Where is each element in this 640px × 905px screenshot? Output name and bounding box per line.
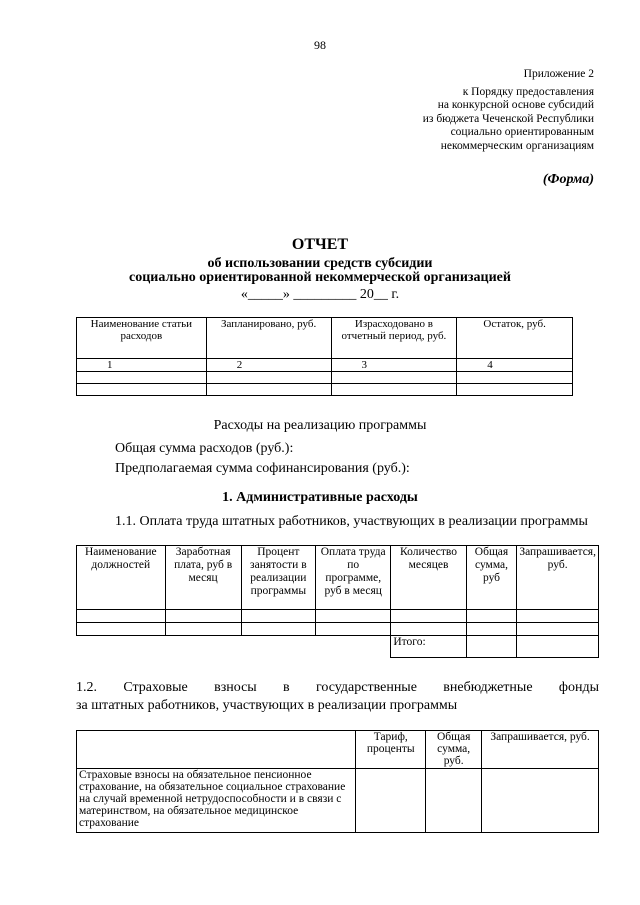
header-cell: Наименование должностей <box>77 546 166 610</box>
table-cell[interactable] <box>165 610 241 623</box>
section-1-title: 1. Административные расходы <box>222 490 418 505</box>
empty-cell <box>316 636 391 658</box>
page-number: 98 <box>314 38 326 52</box>
table-header-row <box>77 731 599 769</box>
table-cell[interactable] <box>517 610 599 623</box>
report-date-line: «_____» _________ 20__ г. <box>240 287 400 302</box>
table-row <box>77 384 573 396</box>
insurance-label: Страховые взносы на обязательное пенсионное страхование, на обязательное социальное страхование на случай временной нетрудоспособности и в связи с материнством, на обязательное медицинское страхование <box>77 769 356 833</box>
table-cell[interactable] <box>77 384 207 396</box>
total-row <box>77 636 599 658</box>
table-cell[interactable] <box>331 384 457 396</box>
header-cell: Запрашивается, руб. <box>517 546 599 610</box>
total-expenses-label: Общая сумма расходов (руб.): <box>115 441 294 456</box>
column-number: 1 <box>77 359 207 372</box>
appendix-line: на конкурсной основе субсидий <box>437 99 594 111</box>
table-cell[interactable] <box>206 384 331 396</box>
summary-table <box>76 317 573 396</box>
table-cell[interactable] <box>316 610 391 623</box>
header-cell <box>77 731 356 769</box>
header-cell: Оплата труда по программе, руб в месяц <box>316 546 391 610</box>
empty-cell <box>77 636 166 658</box>
column-number: 2 <box>206 359 331 372</box>
header-cell: Общая сумма, руб. <box>426 731 482 769</box>
section-1-2-line1: 1.2. Страховые взносы в государственные внебюджетные фонды <box>76 680 599 695</box>
appendix-title: Приложение 2 <box>523 68 594 80</box>
header-cell: Процент занятости в реализации программы <box>241 546 315 610</box>
report-subtitle-line2: социально ориентированной некоммерческой организацией <box>129 270 511 285</box>
table-row <box>77 610 599 623</box>
total-sum-cell[interactable] <box>466 636 517 658</box>
appendix-line: некоммерческим организациям <box>440 139 594 152</box>
table-cell[interactable] <box>457 372 573 384</box>
table-cell[interactable] <box>316 623 391 636</box>
table-cell[interactable] <box>517 623 599 636</box>
total-label: Итого: <box>391 636 466 658</box>
header-cell: Остаток, руб. <box>457 318 573 359</box>
table-cell[interactable] <box>241 610 315 623</box>
table-row <box>77 372 573 384</box>
appendix-block <box>423 68 594 153</box>
table-cell[interactable] <box>206 372 331 384</box>
table-cell[interactable] <box>331 372 457 384</box>
table-cell[interactable] <box>466 623 517 636</box>
table-cell[interactable] <box>241 623 315 636</box>
program-heading: Расходы на реализацию программы <box>213 418 427 433</box>
section-1-2-line2: за штатных работников, участвующих в реализации программы <box>76 698 458 713</box>
appendix-line: к Порядку предоставления <box>462 85 594 98</box>
header-cell: Израсходовано в отчетный период, руб. <box>331 318 457 359</box>
table-cell[interactable] <box>77 623 166 636</box>
header-cell: Общая сумма, руб <box>466 546 517 610</box>
header-cell: Тариф, проценты <box>356 731 426 769</box>
table-row <box>77 769 599 833</box>
table-cell[interactable] <box>77 372 207 384</box>
appendix-line: из бюджета Чеченской Республики <box>422 112 594 125</box>
empty-cell <box>165 636 241 658</box>
header-cell: Заработная плата, руб в месяц <box>165 546 241 610</box>
table-cell[interactable] <box>466 610 517 623</box>
total-requested-cell[interactable] <box>517 636 599 658</box>
table-header-row <box>77 318 573 359</box>
table-row <box>77 623 599 636</box>
header-cell: Количество месяцев <box>391 546 466 610</box>
header-cell: Наименование статьи расходов <box>77 318 207 359</box>
form-label: (Форма) <box>542 172 594 187</box>
cofinancing-label: Предполагаемая сумма софинансирования (руб.): <box>115 461 410 476</box>
table-header-row <box>77 546 599 610</box>
report-subtitle-line1: об использовании средств субсидии <box>207 256 433 271</box>
table-cell[interactable] <box>426 769 482 833</box>
appendix-line: социально ориентированным <box>450 126 594 138</box>
report-subtitle <box>0 257 640 285</box>
table-cell[interactable] <box>165 623 241 636</box>
table-cell[interactable] <box>77 610 166 623</box>
table-cell[interactable] <box>391 623 466 636</box>
table-number-row <box>77 359 573 372</box>
section-1-1-title: 1.1. Оплата труда штатных работников, участвующих в реализации программы <box>115 514 588 529</box>
insurance-table <box>76 730 599 833</box>
header-cell: Запрашивается, руб. <box>482 731 599 769</box>
table-cell[interactable] <box>391 610 466 623</box>
table-cell[interactable] <box>356 769 426 833</box>
table-cell[interactable] <box>457 384 573 396</box>
column-number: 4 <box>457 359 573 372</box>
table-cell[interactable] <box>482 769 599 833</box>
column-number: 3 <box>331 359 457 372</box>
header-cell: Запланировано, руб. <box>206 318 331 359</box>
salary-table <box>76 545 599 658</box>
report-title: ОТЧЕТ <box>291 236 349 253</box>
empty-cell <box>241 636 315 658</box>
